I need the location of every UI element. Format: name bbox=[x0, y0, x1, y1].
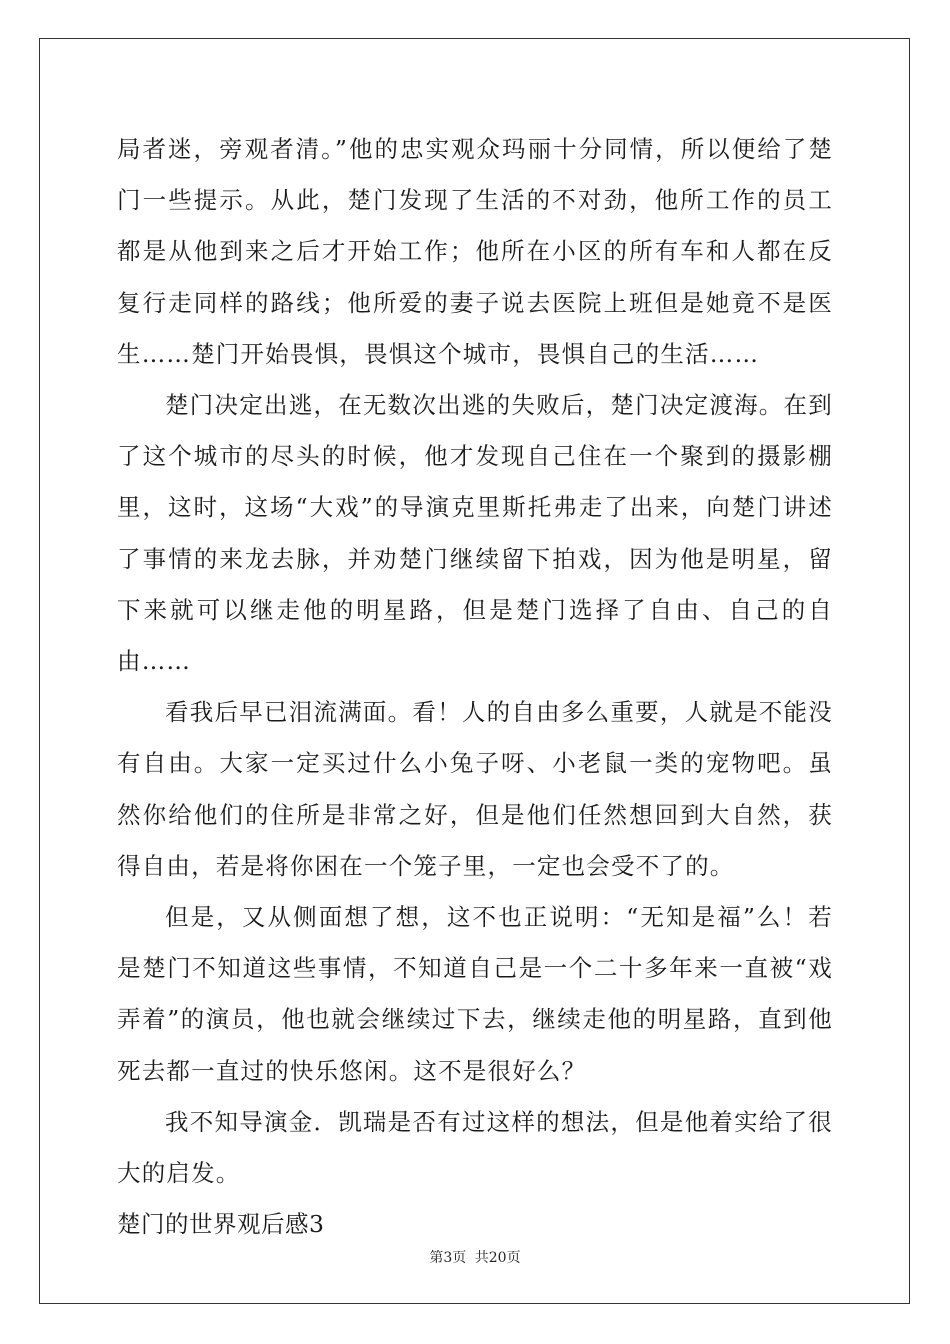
page-total: 共20页 bbox=[474, 1250, 521, 1266]
page-number: 第3页 bbox=[429, 1250, 467, 1266]
paragraph-4: 但是，又从侧面想了想，这不也正说明：“无知是福”么！若是楚门不知道这些事情，不知道自己是一个二十多年来一直被“戏弄着”的演员，他也就会继续过下去，继续走他的明星路，直到他死去都一直过的快乐悠闲。这不是很好么？ bbox=[117, 903, 833, 1085]
paragraph-1: 局者迷，旁观者清。”他的忠实观众玛丽十分同情，所以便给了楚门一些提示。从此，楚门发现了生活的不对劲，他所工作的员工都是从他到来之后才开始工作；他所在小区的所有车和人都在反复行走同样的路线；他所爱的妻子说去医院上班但是她竟不是医生……楚门开始畏惧，畏惧这个城市，畏惧自己的生活…… bbox=[117, 135, 833, 368]
paragraph-2: 楚门决定出逃，在无数次出逃的失败后，楚门决定渡海。在到了这个城市的尽头的时候，他才发现自己住在一个聚到的摄影棚里，这时，这场“大戏”的导演克里斯托弗走了出来，向楚门讲述了事情的来龙去脉，并劝楚门继续留下拍戏，因为他是明星，留下来就可以继走他的明星路，但是楚门选择了自由、自己的自由…… bbox=[117, 391, 833, 676]
section-heading: 楚门的世界观后感3 bbox=[117, 1210, 325, 1239]
paragraph-3: 看我后早已泪流满面。看！人的自由多么重要，人就是不能没有自由。大家一定买过什么小兔子呀、小老鼠一类的宠物吧。虽然你给他们的住所是非常之好，但是他们任然想回到大自然，获得自由，若是将你困在一个笼子里，一定也会受不了的。 bbox=[117, 698, 833, 880]
paragraph-5: 我不知导演金．凯瑞是否有过这样的想法，但是他着实给了很大的启发。 bbox=[117, 1107, 833, 1188]
document-body bbox=[117, 124, 833, 1250]
page-footer bbox=[0, 1247, 950, 1267]
